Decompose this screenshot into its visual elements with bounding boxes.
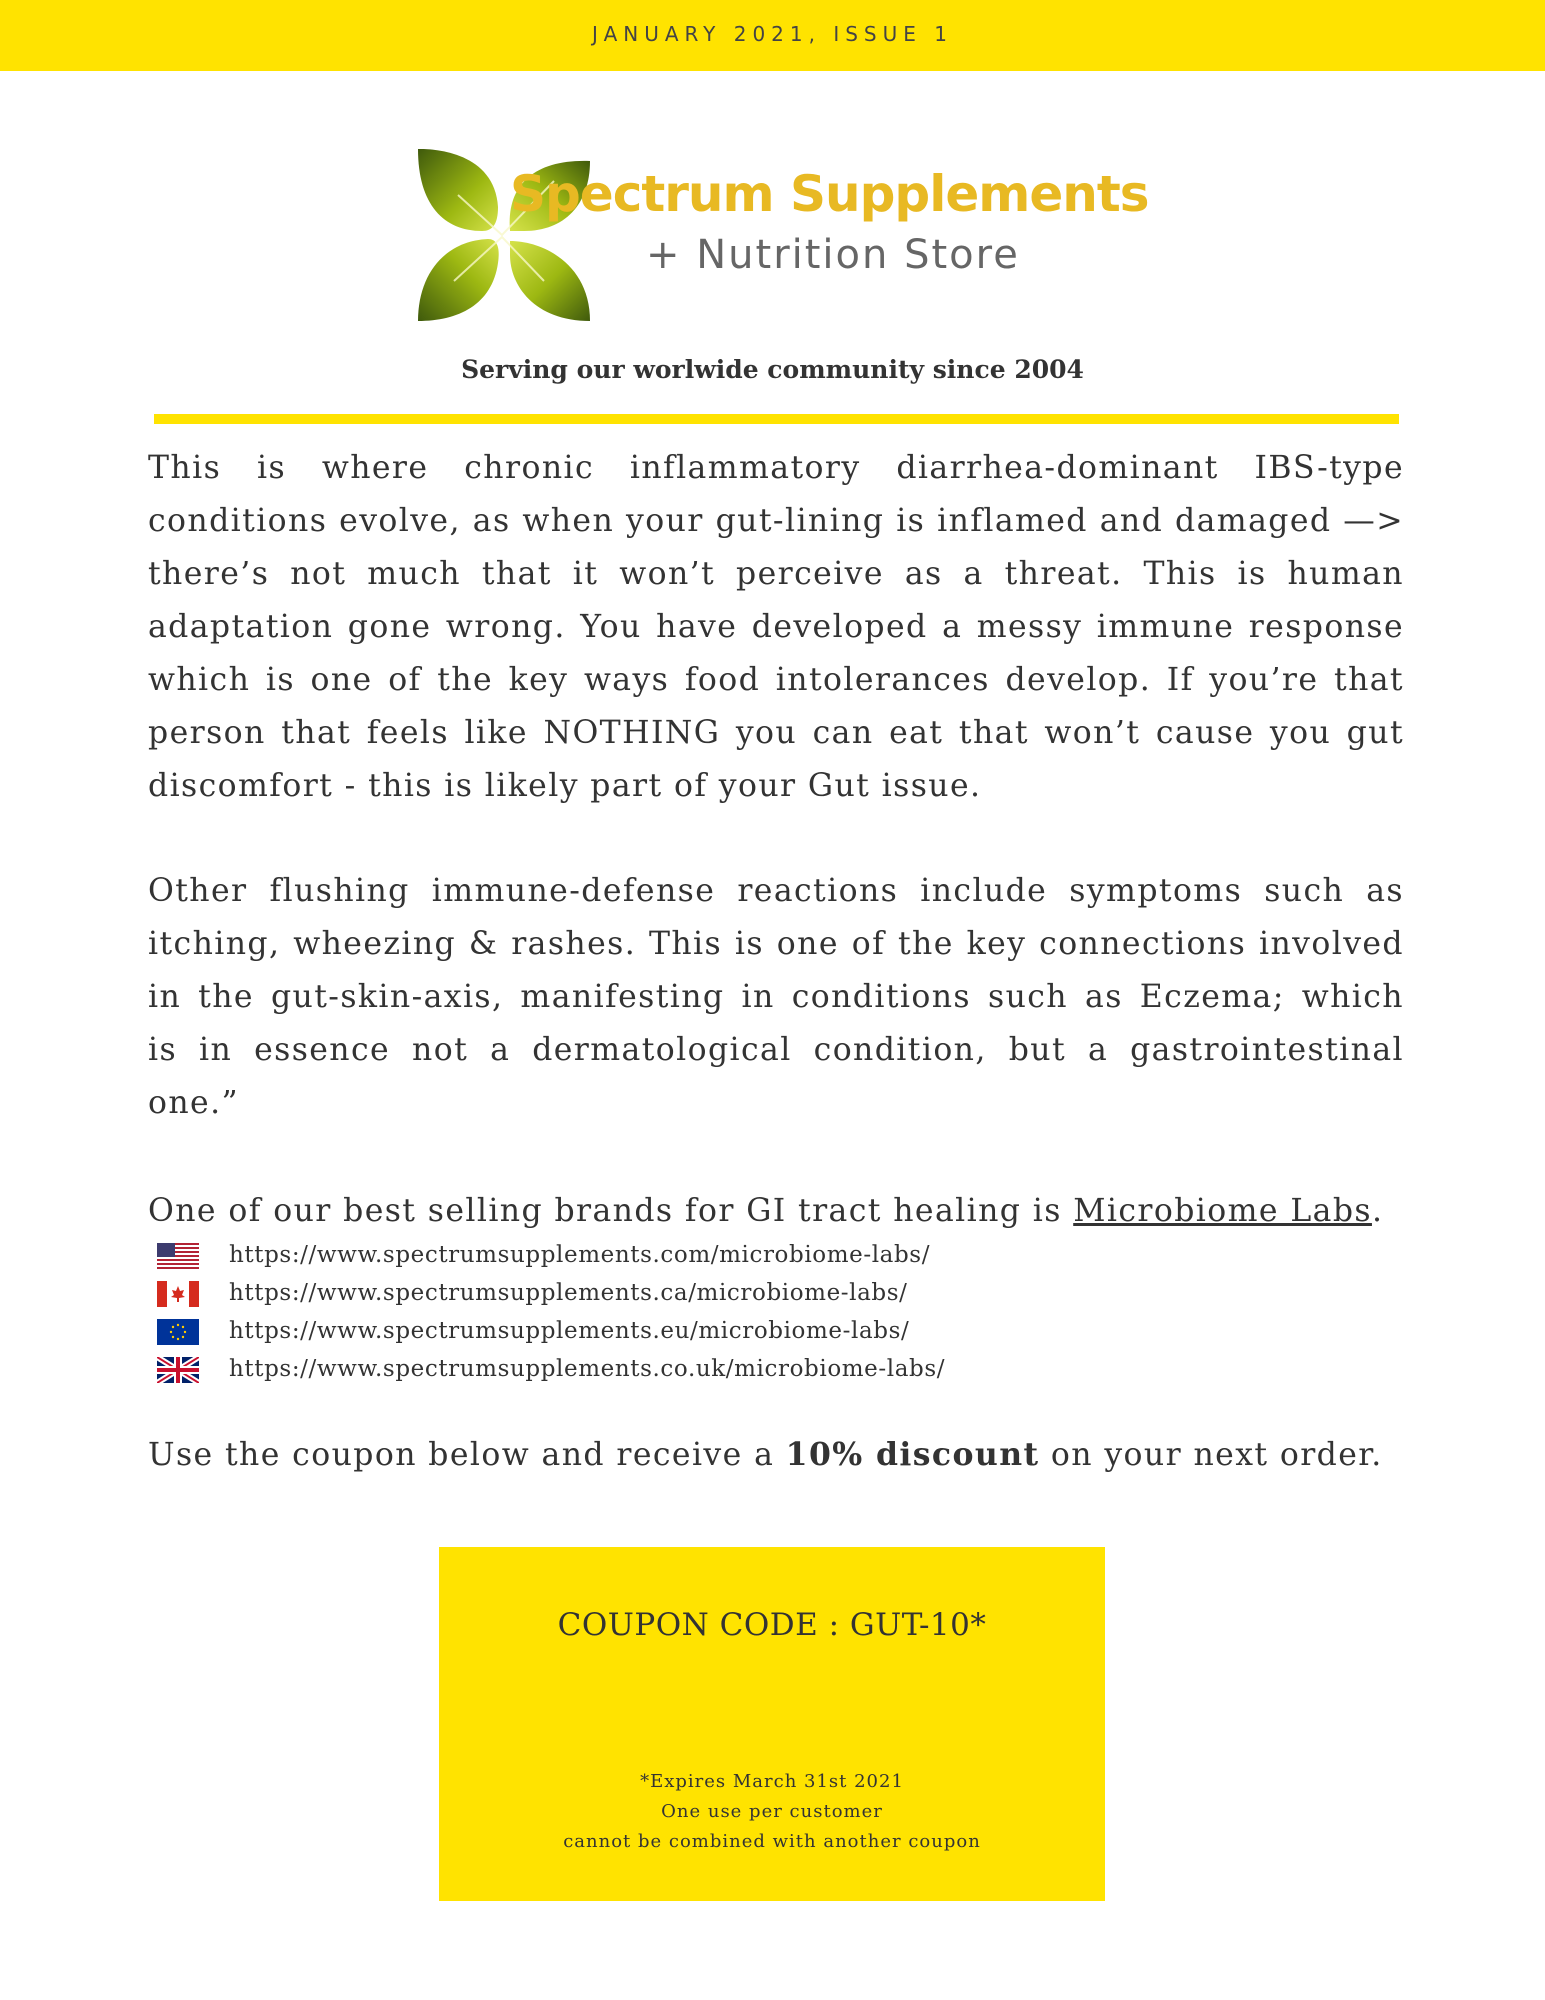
paragraph-line: This is where chronic inflammatory diarrhea-dominant IBS-type [148, 450, 1404, 486]
us-flag-icon [157, 1243, 199, 1269]
top-banner [0, 0, 1545, 71]
brand-line [148, 1185, 1383, 1238]
link-row-eu [157, 1314, 1057, 1352]
coupon-box [439, 1547, 1105, 1901]
link-row-uk [157, 1352, 1057, 1390]
paragraph-line: in the gut-skin-axis, manifesting in conditions such as Eczema; which [148, 979, 1404, 1015]
brand-line-suffix: . [1371, 1193, 1384, 1229]
uk-flag-icon [157, 1357, 199, 1383]
issue-label: JANUARY 2021, ISSUE 1 [592, 22, 953, 46]
paragraph-line: one.” [148, 1085, 240, 1121]
paragraph-2 [148, 865, 1404, 1130]
link-row-us [157, 1238, 1057, 1276]
logo-name: Spectrum Supplements [510, 165, 1149, 223]
coupon-intro [148, 1428, 1383, 1482]
discount-amount: 10% discount [785, 1436, 1040, 1473]
brand-line-prefix: One of our best selling brands for GI tract healing is [148, 1193, 1074, 1229]
paragraph-line: discomfort - this is likely part of your Gut issue. [148, 768, 982, 804]
microbiome-labs-link[interactable]: Microbiome Labs [1073, 1193, 1372, 1229]
store-link-us[interactable]: https://www.spectrumsupplements.com/microbiome-labs/ [229, 1242, 931, 1268]
canada-flag-icon [157, 1281, 199, 1307]
coupon-term: One use per customer [661, 1801, 883, 1822]
coupon-terms [439, 1767, 1105, 1857]
paragraph-line: adaptation gone wrong. You have developed a messy immune response [148, 609, 1404, 645]
store-link-eu[interactable]: https://www.spectrumsupplements.eu/microbiome-labs/ [229, 1318, 910, 1344]
coupon-code: COUPON CODE : GUT-10* [557, 1607, 987, 1643]
paragraph-line: Other flushing immune-defense reactions include symptoms such as [148, 873, 1404, 909]
store-links [157, 1238, 1057, 1390]
logo [414, 145, 1149, 325]
paragraph-line: is in essence not a dermatological condition, but a gastrointestinal [148, 1032, 1404, 1068]
paragraph-line: there’s not much that it won’t perceive as a threat. This is human [148, 556, 1404, 592]
store-link-uk[interactable]: https://www.spectrumsupplements.co.uk/microbiome-labs/ [229, 1356, 946, 1382]
link-row-canada [157, 1276, 1057, 1314]
paragraph-line: conditions evolve, as when your gut-lining is inflamed and damaged —> [148, 503, 1404, 539]
eu-flag-icon [157, 1319, 199, 1345]
divider [154, 414, 1399, 424]
coupon-intro-suffix: on your next order. [1039, 1437, 1383, 1473]
paragraph-line: which is one of the key ways food intolerances develop. If you’re that [148, 662, 1404, 698]
coupon-term: *Expires March 31st 2021 [640, 1771, 904, 1792]
tagline: Serving our worlwide community since 2004 [461, 355, 1084, 384]
paragraph-line: itching, wheezing & rashes. This is one of the key connections involved [148, 926, 1404, 962]
paragraph-1 [148, 442, 1404, 813]
logo-subname: + Nutrition Store [646, 232, 1020, 278]
coupon-intro-prefix: Use the coupon below and receive a [148, 1437, 786, 1473]
store-link-canada[interactable]: https://www.spectrumsupplements.ca/microbiome-labs/ [229, 1280, 908, 1306]
coupon-term: cannot be combined with another coupon [563, 1831, 981, 1852]
paragraph-line: person that feels like NOTHING you can eat that won’t cause you gut [148, 715, 1404, 751]
